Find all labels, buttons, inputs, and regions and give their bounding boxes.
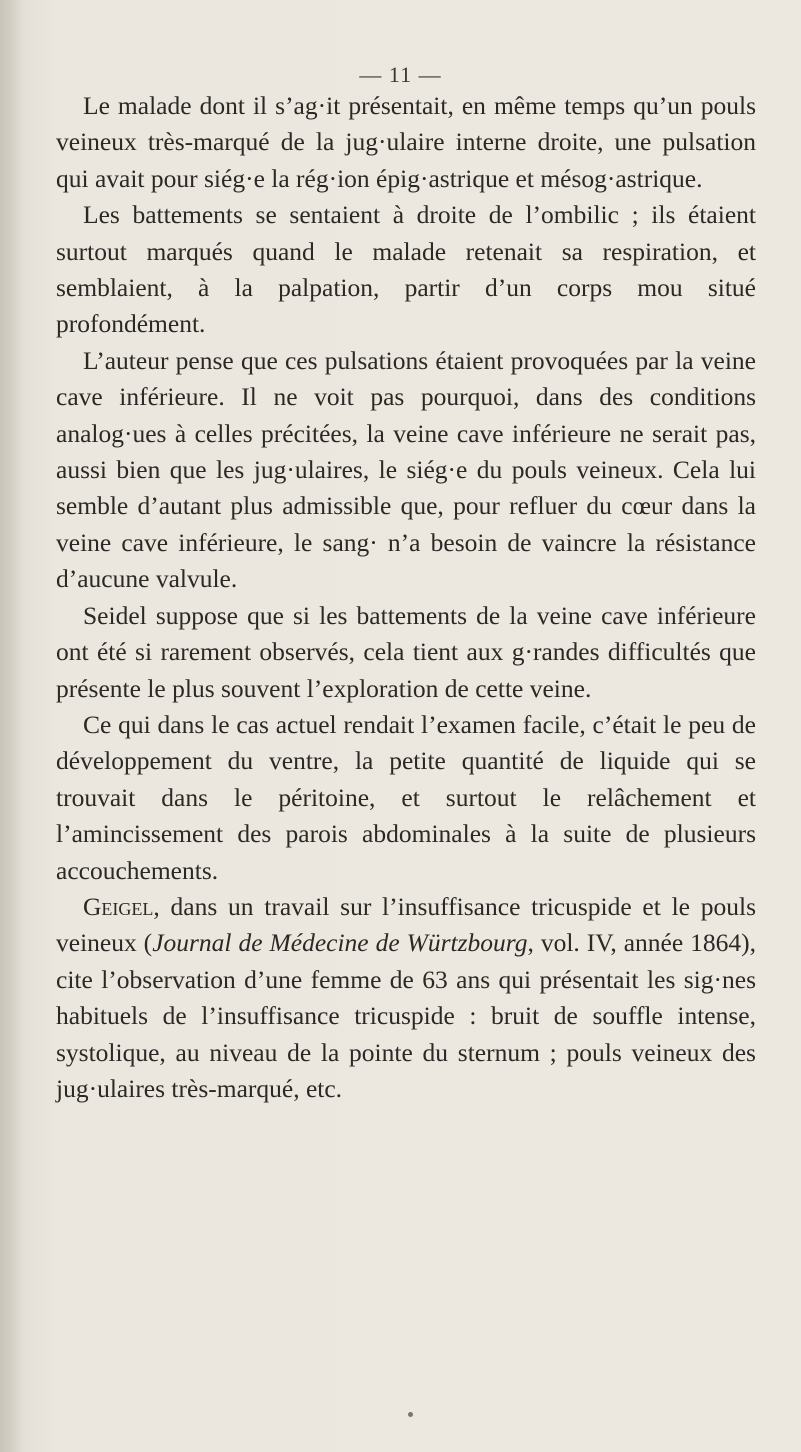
gutter-shadow: [0, 0, 22, 1452]
paragraph-2: Les battements se sentaient à droite de l’ombilic ; ils étaient surtout marqués quand le malade retenait sa respiration, et semblaient, à la palpation, partir d’un corps mou situé profondément.: [56, 200, 756, 339]
page-number: — 11 —: [359, 62, 442, 87]
journal-title: Journal de Médecine de Würtzbourg: [152, 928, 528, 958]
paragraph-6-text-b: , vol. IV, année 1864), cite l’observation d’une femme de 63 ans qui présentait les sig·nes habituels de l’insuffisance tricuspide : bruit de souffle intense, systolique, au niveau de la pointe du sternum ; pouls veineux des jug·ulaires très-marqué, etc.: [56, 928, 756, 1103]
paragraph-1: Le malade dont il s’ag·it présentait, en même temps qu’un pouls veineux très-marqué de la jug·ulaire interne droite, une pulsation qui avait pour siég·e la rég·ion épig·astrique et mésog·astrique.: [56, 91, 756, 193]
paragraph-6-text-a: , dans un travail sur l’insuffisance tricuspide et le pouls veineux (: [56, 891, 756, 958]
author-name: Geigel: [83, 891, 154, 921]
paper-speck: [408, 1412, 413, 1417]
paragraph-5: Ce qui dans le cas actuel rendait l’examen facile, c’était le peu de développement du ventre, la petite quantité de liquide qui se trouvait dans le péritoine, et surtout le relâchement et l’amincissement des parois abdominales à la suite de plusieurs accouchements.: [56, 709, 756, 885]
paragraph-6: [56, 889, 756, 1107]
paragraph-4: Seidel suppose que si les battements de la veine cave inférieure ont été si rarement observés, cela tient aux g·randes difficultés que présente le plus souvent l’exploration de cette veine.: [56, 600, 756, 703]
body-text: [56, 88, 756, 1107]
paragraph-3: L’auteur pense que ces pulsations étaient provoquées par la veine cave inférieure. Il ne voit pas pourquoi, dans des conditions analog·ues à celles précitées, la veine cave inférieure ne serait pas, aussi bien que les jug·ulaires, le siég·e du pouls veineux. Cela lui semble d’autant plus admissible que, pour refluer du cœur dans la veine cave inférieure, le sang· n’a besoin de vaincre la résistance d’aucune valvule.: [56, 345, 756, 594]
